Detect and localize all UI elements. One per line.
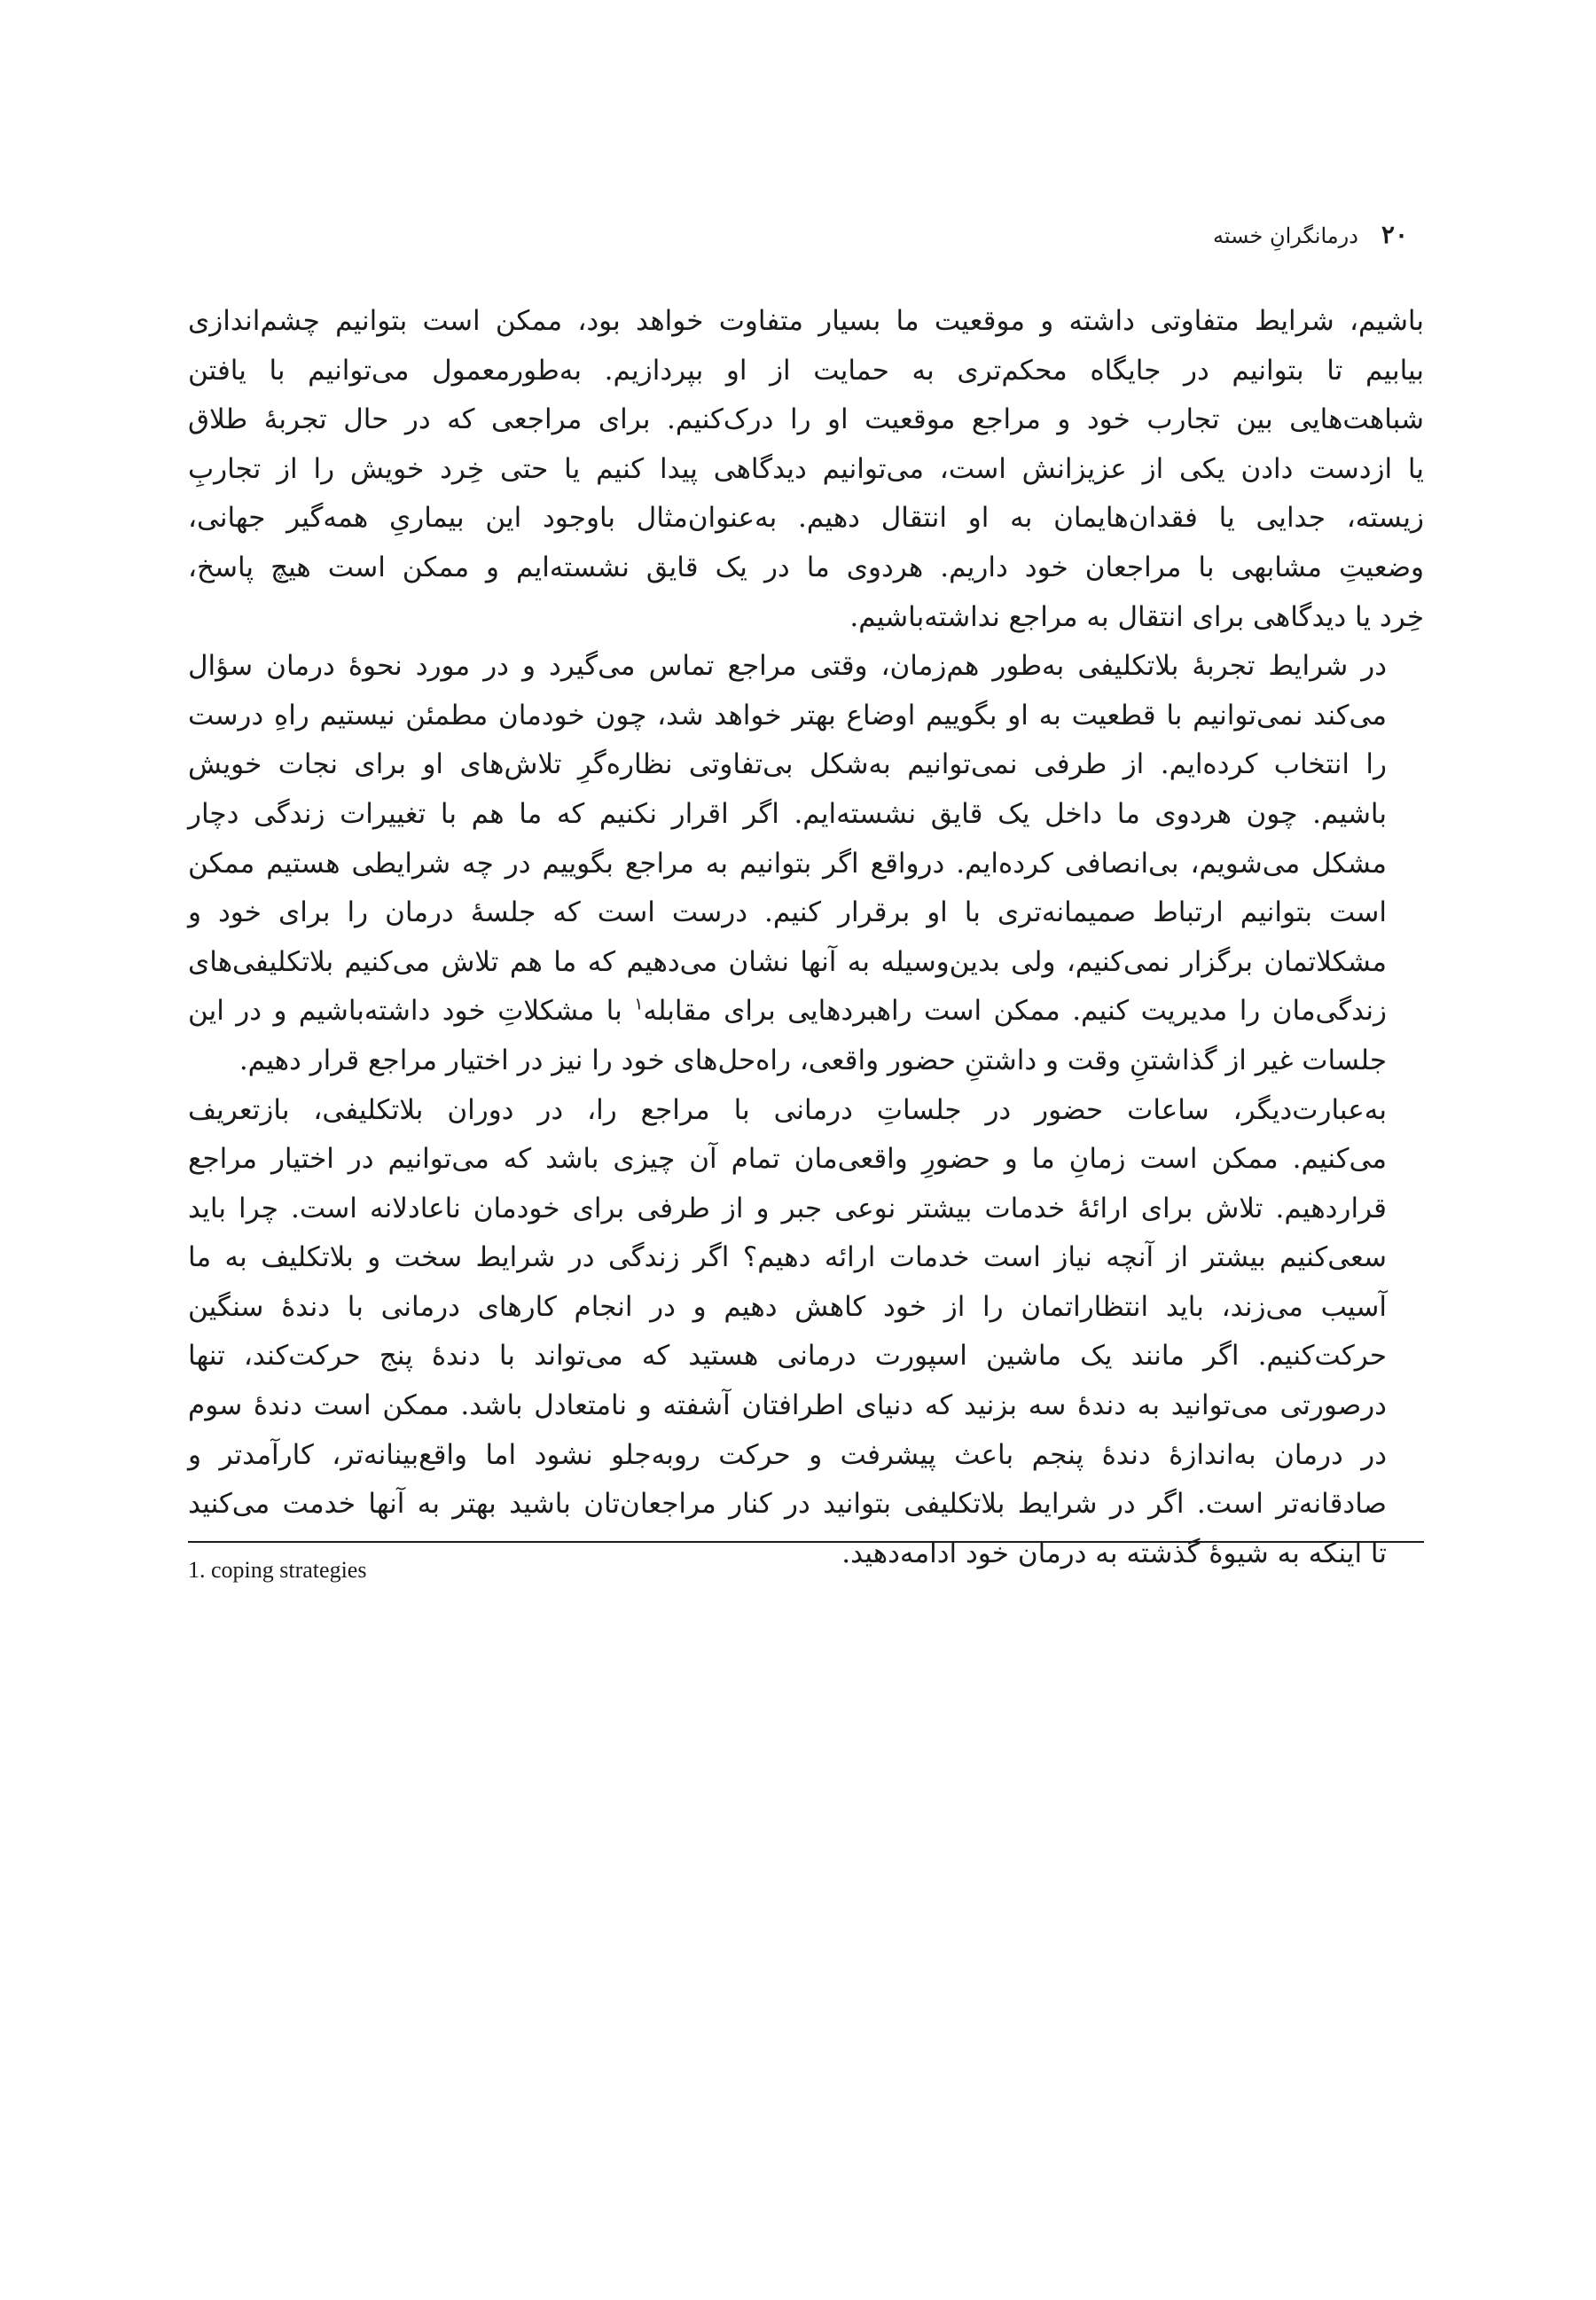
text-line: در شرایط تجربهٔ بلاتکلیفی به‌طور هم‌زمان، وقتی مراجع تماس می‌گیرد و در مورد نحوهٔ درمان سؤال — [188, 650, 1387, 683]
running-title: درمانگرانِ خسته — [1213, 223, 1358, 248]
text-segment: زندگی‌مان را مدیریت کنیم. ممکن است راهبردهایی برای مقابله — [643, 995, 1388, 1028]
text-line: خِرد یا دیدگاهی برای انتقال به مراجع نداشته‌باشیم. — [849, 600, 1424, 633]
footnote-marker: ۱ — [634, 994, 644, 1014]
page-header — [1213, 220, 1408, 249]
text-line: یا ازدست دادن یکی از عزیزانش است، می‌توانیم دیدگاهی پیدا کنیم یا حتی خِرد خویش را از تجاربِ — [188, 452, 1424, 485]
text-line: باشیم. چون هردوی ما داخل یک قایق نشسته‌ایم. اگر اقرار نکنیم که ما هم با تغییرات زندگی دچار — [188, 797, 1387, 830]
text-line: می‌کند نمی‌توانیم با قطعیت به او بگوییم اوضاع بهتر خواهد شد، چون خودمان مطمئن نیستیم راهِ درست — [188, 699, 1387, 731]
text-line: حرکت‌کنیم. اگر مانند یک ماشین اسپورت درمانی هستید که می‌تواند با دندهٔ پنج حرکت‌کند، تنها — [188, 1340, 1387, 1373]
page-number: ۲۰ — [1381, 220, 1408, 249]
footnote: 1. coping strategies — [188, 1557, 367, 1583]
text-line: وضعیتِ مشابهی با مراجعان خود داریم. هردوی ما در یک قایق نشسته‌ایم و ممکن است هیچ پاسخ، — [188, 551, 1424, 583]
text-line: بیابیم تا بتوانیم در جایگاه محکم‌تری به حمایت از او بپردازیم. به‌طورمعمول می‌توانیم با یافتن — [188, 354, 1424, 387]
paragraph-2 — [188, 642, 1424, 1085]
text-line: جلسات غیر از گذاشتنِ وقت و داشتنِ حضور واقعی، راه‌حل‌های خود را نیز در اختیار مراجع قرار دهیم. — [239, 1044, 1387, 1076]
text-line: در درمان به‌اندازهٔ دندهٔ پنجم باعث پیشرفت و حرکت روبه‌جلو نشود اما واقع‌بینانه‌تر، کارآمدتر و — [188, 1438, 1387, 1471]
text-segment: با مشکلاتِ خود داشته‌باشیم و در این — [188, 995, 622, 1028]
text-line: تا اینکه به شیوهٔ گذشته به درمان خود ادامه‌دهید. — [841, 1537, 1387, 1569]
text-line-with-footnote — [188, 987, 1424, 1037]
text-line: باشیم، شرایط متفاوتی داشته و موقعیت ما بسیار متفاوت خواهد بود، ممکن است بتوانیم چشم‌اندازی — [188, 305, 1424, 337]
text-line: زیسته، جدایی یا فقدان‌هایمان به او انتقال دهیم. به‌عنوان‌مثال باوجود این بیماریِ همه‌گیر جهانی، — [188, 502, 1424, 535]
text-line: مشکلاتمان برگزار نمی‌کنیم، ولی بدین‌وسیله به آنها نشان می‌دهیم که ما هم تلاش می‌کنیم بلاتکلیفی‌های — [188, 945, 1387, 978]
text-line: شباهت‌هایی بین تجارب خود و مراجع موقعیت او را درک‌کنیم. برای مراجعی که در حال تجربهٔ طلاق — [188, 403, 1424, 436]
text-line: را انتخاب کرده‌ایم. از طرفی نمی‌توانیم به‌شکل بی‌تفاوتی نظاره‌گرِ تلاش‌های او برای نجات خویش — [188, 748, 1387, 781]
text-line: است بتوانیم ارتباط صمیمانه‌تری با او برقرار کنیم. درست است که جلسهٔ درمان را برای خود و — [188, 896, 1387, 929]
text-line: مشکل می‌شویم، بی‌انصافی کرده‌ایم. درواقع اگر بتوانیم به مراجع بگوییم در چه شرایطی هستیم ممکن — [188, 847, 1387, 880]
text-line: آسیب می‌زند، باید انتظاراتمان را از خود کاهش دهیم و در انجام کارهای درمانی با دندهٔ سنگین — [188, 1290, 1387, 1323]
text-line: می‌کنیم. ممکن است زمانِ ما و حضورِ واقعی‌مان تمام آن چیزی باشد که می‌توانیم در اختیار مراجع — [188, 1143, 1387, 1176]
footnote-divider — [188, 1541, 1424, 1543]
text-line: درصورتی می‌توانید به دندهٔ سه بزنید که دنیای اطرافتان آشفته و نامتعادل باشد. ممکن است دندهٔ سوم — [188, 1389, 1387, 1422]
body-text — [188, 297, 1424, 1578]
text-line: صادقانه‌تر است. اگر در شرایط بلاتکلیفی بتوانید در کنار مراجعان‌تان باشید بهتر به آنها خدمت می‌کنید — [188, 1488, 1387, 1521]
text-line: به‌عبارت‌دیگر، ساعات حضور در جلساتِ درمانی با مراجع را، در دوران بلاتکلیفی، بازتعریف — [188, 1093, 1387, 1126]
text-line: سعی‌کنیم بیشتر از آنچه نیاز است خدمات ارائه دهیم؟ اگر زندگی در شرایط سخت و بلاتکلیف به ما — [188, 1241, 1387, 1274]
paragraph-1 — [188, 297, 1424, 642]
paragraph-3 — [188, 1086, 1424, 1579]
text-line: قراردهیم. تلاش برای ارائهٔ خدمات بیشتر نوعی جبر و از طرفی برای خودمان ناعادلانه است. چرا باید — [188, 1192, 1387, 1224]
